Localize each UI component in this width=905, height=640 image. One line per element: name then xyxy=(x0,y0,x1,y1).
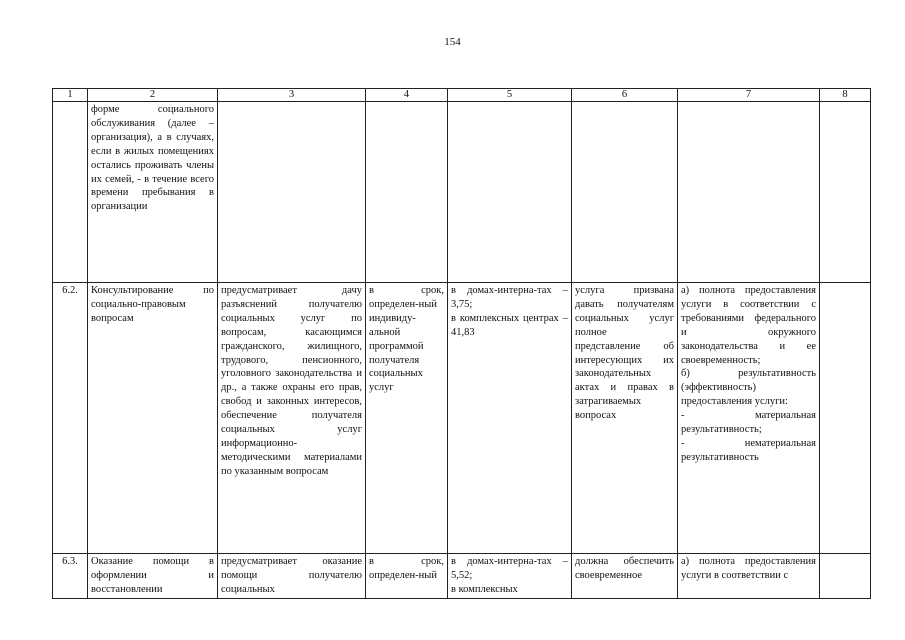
table-row xyxy=(53,283,871,554)
row-number: 6.2. xyxy=(53,283,88,554)
term-cell xyxy=(366,102,448,283)
service-name-cell: Оказание помощи в оформлении и восстановлении xyxy=(88,554,218,599)
column-header: 7 xyxy=(678,89,820,102)
page-number: 154 xyxy=(444,36,461,48)
column-header: 8 xyxy=(820,89,871,102)
services-table xyxy=(52,88,871,599)
conditions-cell xyxy=(572,102,678,283)
service-content-cell xyxy=(218,102,366,283)
extra-cell xyxy=(820,554,871,599)
tariff-cell: в домах-интерна-тах – 3,75; в комплексных центрах – 41,83 xyxy=(448,283,572,554)
row-number: 6.3. xyxy=(53,554,88,599)
service-content-cell: предусматривает дачу разъяснений получателю социальных услуг по вопросам, касающимся гражданского, жилищного, трудового, пенсионного, уголовного законодательства и др., а также охраны его прав, свобод и законных интересов, обеспечение получателя социальных услуг информационно-методическими материалами по указанным вопросам xyxy=(218,283,366,554)
column-header: 6 xyxy=(572,89,678,102)
tariff-cell: в домах-интерна-тах – 5,52; в комплексных xyxy=(448,554,572,599)
conditions-cell: должна обеспечить своевременное xyxy=(572,554,678,599)
service-name-cell: Консультирование по социально-правовым вопросам xyxy=(88,283,218,554)
term-cell: в срок, определен-ный xyxy=(366,554,448,599)
service-content-cell: предусматривает оказание помощи получателю социальных xyxy=(218,554,366,599)
column-header: 5 xyxy=(448,89,572,102)
column-header: 1 xyxy=(53,89,88,102)
quality-cell: а) полнота предоставления услуги в соответствии с требованиями федерального и окружного законодательства и ее своевременность; б) результативность (эффективность) предоставления услуги: - материальная результативность; - нематериальная результативность xyxy=(678,283,820,554)
column-header: 2 xyxy=(88,89,218,102)
column-header: 4 xyxy=(366,89,448,102)
column-header: 3 xyxy=(218,89,366,102)
extra-cell xyxy=(820,102,871,283)
tariff-cell xyxy=(448,102,572,283)
extra-cell xyxy=(820,283,871,554)
quality-cell: а) полнота предоставления услуги в соответствии с xyxy=(678,554,820,599)
quality-cell xyxy=(678,102,820,283)
table-row xyxy=(53,554,871,599)
row-number xyxy=(53,102,88,283)
table-row xyxy=(53,102,871,283)
term-cell: в срок, определен-ный индивиду-альной программой получателя социальных услуг xyxy=(366,283,448,554)
column-number-row xyxy=(53,89,871,102)
conditions-cell: услуга призвана давать получателям социальных услуг полное представление об интересующих их законодательных актах и правах в затрагиваемых вопросах xyxy=(572,283,678,554)
service-name-cell: форме социального обслуживания (далее – организация), а в случаях, если в жилых помещениях остались проживать члены их семей, - в течение всего времени пребывания в организации xyxy=(88,102,218,283)
